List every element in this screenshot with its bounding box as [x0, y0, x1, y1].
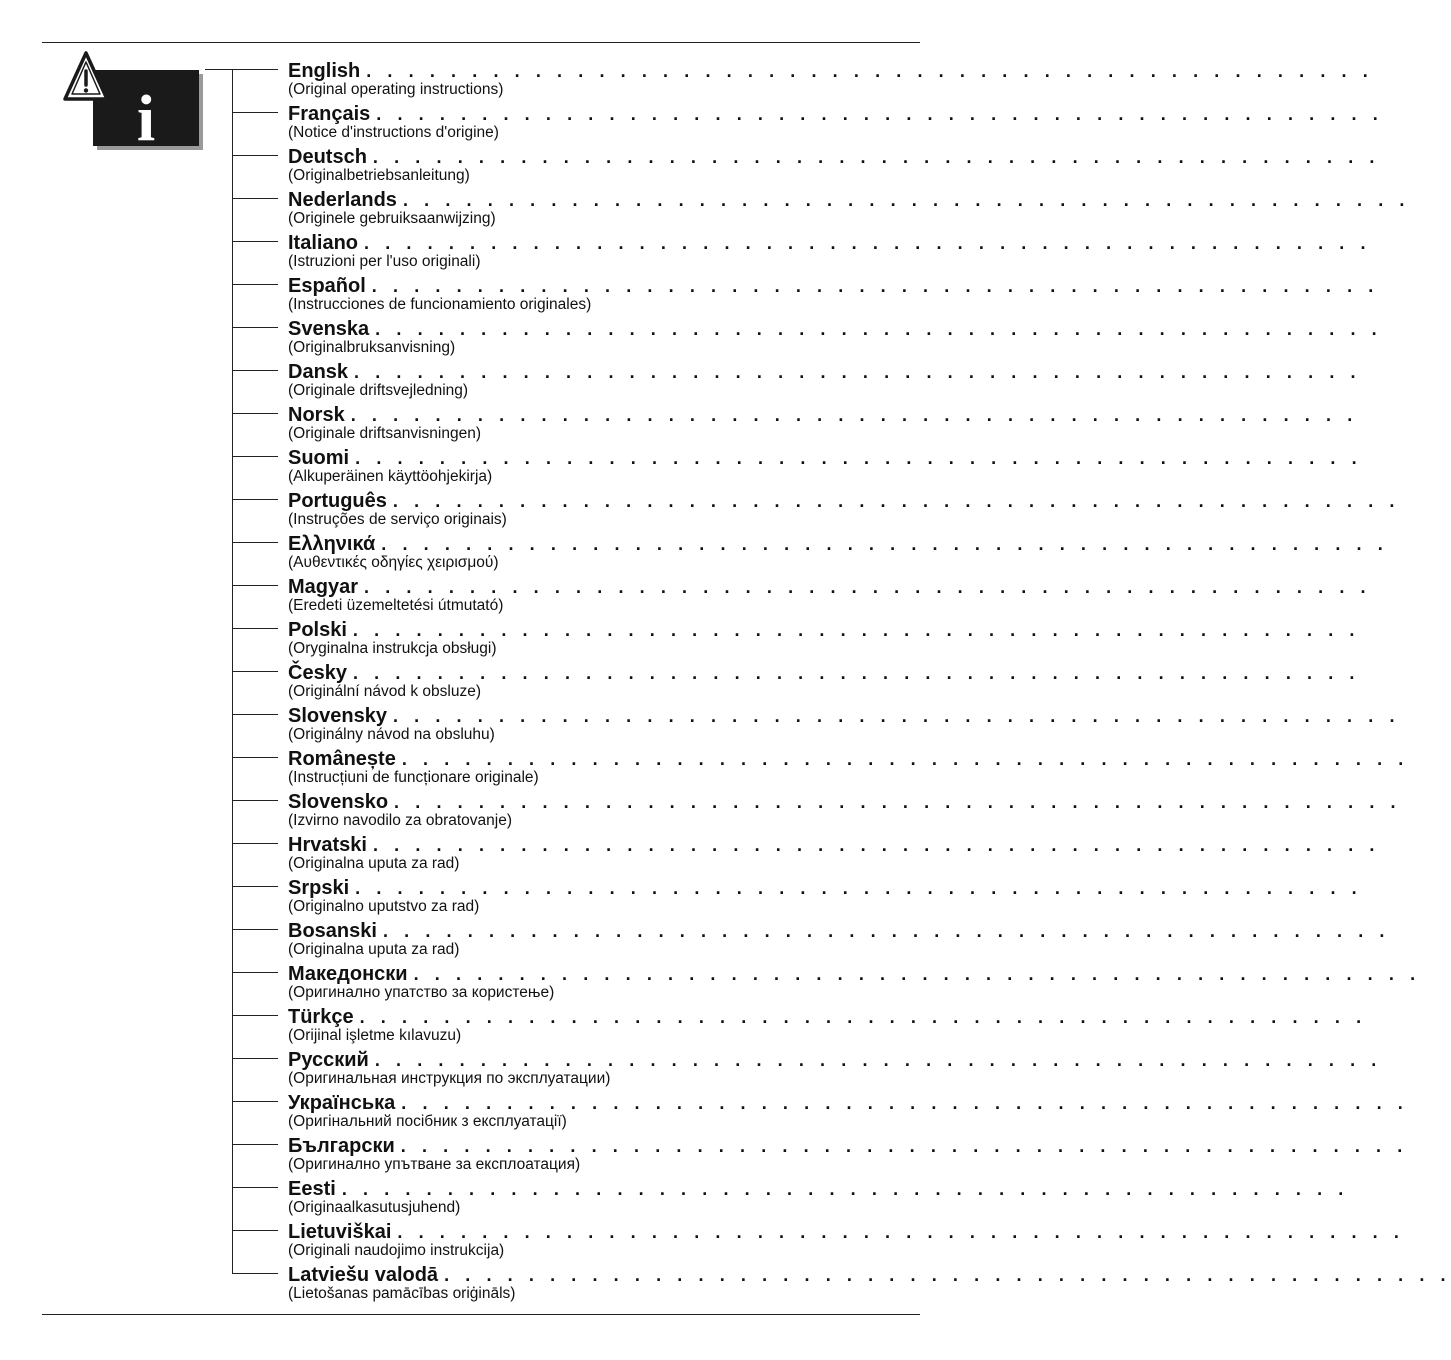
language-name: Bosanski — [288, 920, 377, 942]
top-rule — [42, 42, 920, 43]
language-entry[interactable] — [0, 1221, 1405, 1264]
language-subtitle: (Alkuperäinen käyttöohjekirja) — [288, 468, 493, 485]
bracket-tick — [232, 456, 278, 457]
bracket-tick — [232, 972, 278, 973]
language-subtitle: (Оригинално упътване за експлоатация) — [288, 1156, 581, 1173]
language-entry[interactable] — [0, 1178, 1349, 1221]
language-subtitle: (Notice d'instructions d'origine) — [288, 124, 499, 141]
bracket-tick — [232, 714, 278, 715]
language-subtitle: (Lietošanas pamācības oriģināls) — [288, 1285, 516, 1302]
bracket-tick — [232, 886, 278, 887]
language-entry[interactable] — [0, 361, 1362, 404]
bracket-tick — [232, 198, 278, 199]
language-subtitle: (Originalbruksanvisning) — [288, 339, 456, 356]
language-subtitle: (Instruções de serviço originais) — [288, 511, 507, 528]
bracket-tick — [232, 327, 278, 328]
language-list — [0, 60, 1451, 1307]
language-entry[interactable] — [0, 447, 1363, 490]
dot-leader: . . . . . . . . . . . . . . . . . . . . . . . . . . . . . . . . . . . . . . . . . . . . . . . . — [355, 878, 1363, 898]
language-name: Românește — [288, 748, 396, 770]
language-name: Suomi — [288, 447, 350, 469]
dot-leader: . . . . . . . . . . . . . . . . . . . . . . . . . . . . . . . . . . . . . . . . . . . . . . . . — [354, 362, 1362, 382]
language-name: Español — [288, 275, 366, 297]
bracket-tick — [232, 69, 278, 70]
language-entry[interactable] — [0, 1092, 1409, 1135]
bracket-tick — [232, 542, 278, 543]
language-name: English — [288, 60, 361, 82]
language-entry[interactable] — [0, 1006, 1367, 1049]
language-name: Deutsch — [288, 146, 367, 168]
dot-leader: . . . . . . . . . . . . . . . . . . . . . . . . . . . . . . . . . . . . . . . . . . . . . . . . — [372, 835, 1381, 855]
bracket-tick — [232, 929, 278, 930]
language-subtitle: (Originalbetriebsanleitung) — [288, 167, 470, 184]
language-name: Português — [288, 490, 387, 512]
bracket-tick — [232, 1187, 278, 1188]
bracket-tick — [232, 628, 278, 629]
language-entry[interactable] — [0, 1049, 1382, 1092]
language-name: Русский — [288, 1049, 369, 1071]
language-subtitle: (Originalno uputstvo za rad) — [288, 898, 480, 915]
language-name: Українська — [288, 1092, 396, 1114]
bracket-tick — [232, 800, 278, 801]
language-entry[interactable] — [0, 834, 1381, 877]
language-name: Italiano — [288, 232, 359, 254]
bracket-tick — [232, 1230, 278, 1231]
dot-leader: . . . . . . . . . . . . . . . . . . . . . . . . . . . . . . . . . . . . . . . . . . . . . . . . — [402, 190, 1411, 210]
dot-leader: . . . . . . . . . . . . . . . . . . . . . . . . . . . . . . . . . . . . . . . . . . . . . . . . — [371, 276, 1379, 296]
language-subtitle: (Оригінальний посібник з експлуатації) — [288, 1113, 567, 1130]
bracket-tick — [232, 1273, 278, 1274]
language-name: Eesti — [288, 1178, 336, 1200]
language-entry[interactable] — [0, 963, 1421, 1006]
language-name: Srpski — [288, 877, 350, 899]
language-name: Polski — [288, 619, 347, 641]
bracket-tick — [232, 155, 278, 156]
dot-leader: . . . . . . . . . . . . . . . . . . . . . . . . . . . . . . . . . . . . . . . . . . . . . . . . — [392, 706, 1401, 726]
language-subtitle: (Originali naudojimo instrukcija) — [288, 1242, 505, 1259]
language-entry[interactable] — [0, 189, 1411, 232]
language-name: Slovensko — [288, 791, 389, 813]
dot-leader: . . . . . . . . . . . . . . . . . . . . . . . . . . . . . . . . . . . . . . . . . . . . . . . . — [352, 663, 1361, 683]
bracket-tick — [232, 671, 278, 672]
bracket-tick — [232, 413, 278, 414]
language-entry[interactable] — [0, 318, 1383, 361]
language-subtitle: (Instrucciones de funcionamiento originales) — [288, 296, 592, 313]
language-entry[interactable] — [0, 791, 1402, 834]
language-name: Slovensky — [288, 705, 387, 727]
bracket-tick — [232, 499, 278, 500]
dot-leader: . . . . . . . . . . . . . . . . . . . . . . . . . . . . . . . . . . . . . . . . . . . . . . . . — [392, 491, 1400, 511]
language-entry[interactable] — [0, 146, 1380, 189]
language-name: Ελληνικά — [288, 533, 376, 555]
language-subtitle: (Originalna uputa za rad) — [288, 855, 460, 872]
language-entry[interactable] — [0, 275, 1379, 318]
language-subtitle: (Оригинальная инструкция по эксплуатации) — [288, 1070, 611, 1087]
language-entry[interactable] — [0, 576, 1372, 619]
dot-leader: . . . . . . . . . . . . . . . . . . . . . . . . . . . . . . . . . . . . . . . . . . . . . . . . — [374, 1050, 1382, 1070]
language-name: Македонски — [288, 963, 408, 985]
language-subtitle: (Originaalkasutusjuhend) — [288, 1199, 461, 1216]
language-subtitle: (Instrucțiuni de funcționare originale) — [288, 769, 539, 786]
dot-leader: . . . . . . . . . . . . . . . . . . . . . . . . . . . . . . . . . . . . . . . . . . . . . . . . — [364, 577, 1372, 597]
dot-leader: . . . . . . . . . . . . . . . . . . . . . . . . . . . . . . . . . . . . . . . . . . . . . . . . — [382, 921, 1391, 941]
bracket-tick — [232, 1144, 278, 1145]
dot-leader: . . . . . . . . . . . . . . . . . . . . . . . . . . . . . . . . . . . . . . . . . . . . . . . . — [381, 534, 1389, 554]
info-letter: i — [136, 82, 156, 155]
language-name: Français — [288, 103, 371, 125]
language-name: Magyar — [288, 576, 359, 598]
dot-leader: . . . . . . . . . . . . . . . . . . . . . . . . . . . . . . . . . . . . . . . . . . . . . . . . — [341, 1179, 1349, 1199]
language-entry[interactable] — [0, 533, 1389, 576]
bracket-tick — [232, 843, 278, 844]
dot-leader: . . . . . . . . . . . . . . . . . . . . . . . . . . . . . . . . . . . . . . . . . . . . . . . . — [355, 448, 1363, 468]
language-name: Български — [288, 1135, 395, 1157]
dot-leader: . . . . . . . . . . . . . . . . . . . . . . . . . . . . . . . . . . . . . . . . . . . . . . . . — [394, 792, 1402, 812]
language-subtitle: (Originální návod k obsluze) — [288, 683, 481, 700]
language-entry[interactable] — [0, 60, 1374, 103]
language-name: Svenska — [288, 318, 370, 340]
dot-leader: . . . . . . . . . . . . . . . . . . . . . . . . . . . . . . . . . . . . . . . . . . . . . . . . — [352, 620, 1361, 640]
dot-leader: . . . . . . . . . . . . . . . . . . . . . . . . . . . . . . . . . . . . . . . . . . . . . . . . — [375, 319, 1383, 339]
bracket-tick — [232, 1101, 278, 1102]
language-name: Hrvatski — [288, 834, 367, 856]
language-subtitle: (Original operating instructions) — [288, 81, 504, 98]
language-subtitle: (Originálny návod na obsluhu) — [288, 726, 495, 743]
dot-leader: . . . . . . . . . . . . . . . . . . . . . . . . . . . . . . . . . . . . . . . . . . . . . . . . — [372, 147, 1380, 167]
language-entry[interactable] — [0, 1135, 1408, 1178]
language-subtitle: (Istruzioni per l'uso originali) — [288, 253, 481, 270]
language-subtitle: (Originale driftsvejledning) — [288, 382, 469, 399]
language-entry[interactable] — [0, 662, 1361, 705]
language-name: Türkçe — [288, 1006, 354, 1028]
dot-leader: . . . . . . . . . . . . . . . . . . . . . . . . . . . . . . . . . . . . . . . . . . . . . . . . — [376, 104, 1384, 124]
bracket-tick — [232, 284, 278, 285]
language-entry[interactable] — [0, 1264, 1451, 1307]
language-subtitle: (Eredeti üzemeltetési útmutató) — [288, 597, 504, 614]
bracket-tick — [232, 241, 278, 242]
dot-leader: . . . . . . . . . . . . . . . . . . . . . . . . . . . . . . . . . . . . . . . . . . . . . . . . — [400, 1136, 1408, 1156]
dot-leader: . . . . . . . . . . . . . . . . . . . . . . . . . . . . . . . . . . . . . . . . . . . . . . . . — [397, 1222, 1405, 1242]
language-entry[interactable] — [0, 232, 1372, 275]
language-entry[interactable] — [0, 877, 1363, 920]
dot-leader: . . . . . . . . . . . . . . . . . . . . . . . . . . . . . . . . . . . . . . . . . . . . . . . . — [413, 964, 1421, 984]
language-subtitle: (Izvirno navodilo za obratovanje) — [288, 812, 513, 829]
bracket-tick — [232, 585, 278, 586]
language-name: Dansk — [288, 361, 349, 383]
bracket-tick — [232, 1015, 278, 1016]
language-subtitle: (Orijinal işletme kılavuzu) — [288, 1027, 462, 1044]
language-subtitle: (Originalna uputa za rad) — [288, 941, 460, 958]
language-subtitle: (Originele gebruiksaanwijzing) — [288, 210, 496, 227]
language-entry[interactable] — [0, 404, 1358, 447]
language-entry[interactable] — [0, 705, 1401, 748]
language-name: Norsk — [288, 404, 345, 426]
dot-leader: . . . . . . . . . . . . . . . . . . . . . . . . . . . . . . . . . . . . . . . . . . . . . . . . — [401, 1093, 1409, 1113]
language-entry[interactable] — [0, 490, 1400, 533]
bracket-tick — [232, 370, 278, 371]
dot-leader: . . . . . . . . . . . . . . . . . . . . . . . . . . . . . . . . . . . . . . . . . . . . . . . . — [444, 1265, 1451, 1285]
language-entry[interactable] — [0, 748, 1409, 791]
language-subtitle: (Αυθεντικές οδηγίες χειρισμού) — [288, 554, 499, 571]
language-name: Česky — [288, 662, 347, 684]
dot-leader: . . . . . . . . . . . . . . . . . . . . . . . . . . . . . . . . . . . . . . . . . . . . . . . . — [359, 1007, 1367, 1027]
language-subtitle: (Originale driftsanvisningen) — [288, 425, 481, 442]
language-name: Latviešu valodā — [288, 1264, 439, 1286]
language-subtitle: (Oryginalna instrukcja obsługi) — [288, 640, 497, 657]
language-subtitle: (Оригинално упатство за користење) — [288, 984, 555, 1001]
dot-leader: . . . . . . . . . . . . . . . . . . . . . . . . . . . . . . . . . . . . . . . . . . . . . . . . — [401, 749, 1409, 769]
bracket-tick — [232, 757, 278, 758]
dot-leader: . . . . . . . . . . . . . . . . . . . . . . . . . . . . . . . . . . . . . . . . . . . . . . . . — [350, 405, 1358, 425]
dot-leader: . . . . . . . . . . . . . . . . . . . . . . . . . . . . . . . . . . . . . . . . . . . . . . . . — [364, 233, 1372, 253]
bracket-tick — [232, 1058, 278, 1059]
language-name: Lietuviškai — [288, 1221, 392, 1243]
bottom-rule — [42, 1314, 920, 1315]
language-name: Nederlands — [288, 189, 397, 211]
language-entry[interactable] — [0, 103, 1384, 146]
dot-leader: . . . . . . . . . . . . . . . . . . . . . . . . . . . . . . . . . . . . . . . . . . . . . . . . — [366, 61, 1374, 81]
language-entry[interactable] — [0, 920, 1391, 963]
language-entry[interactable] — [0, 619, 1361, 662]
bracket-tick — [232, 112, 278, 113]
